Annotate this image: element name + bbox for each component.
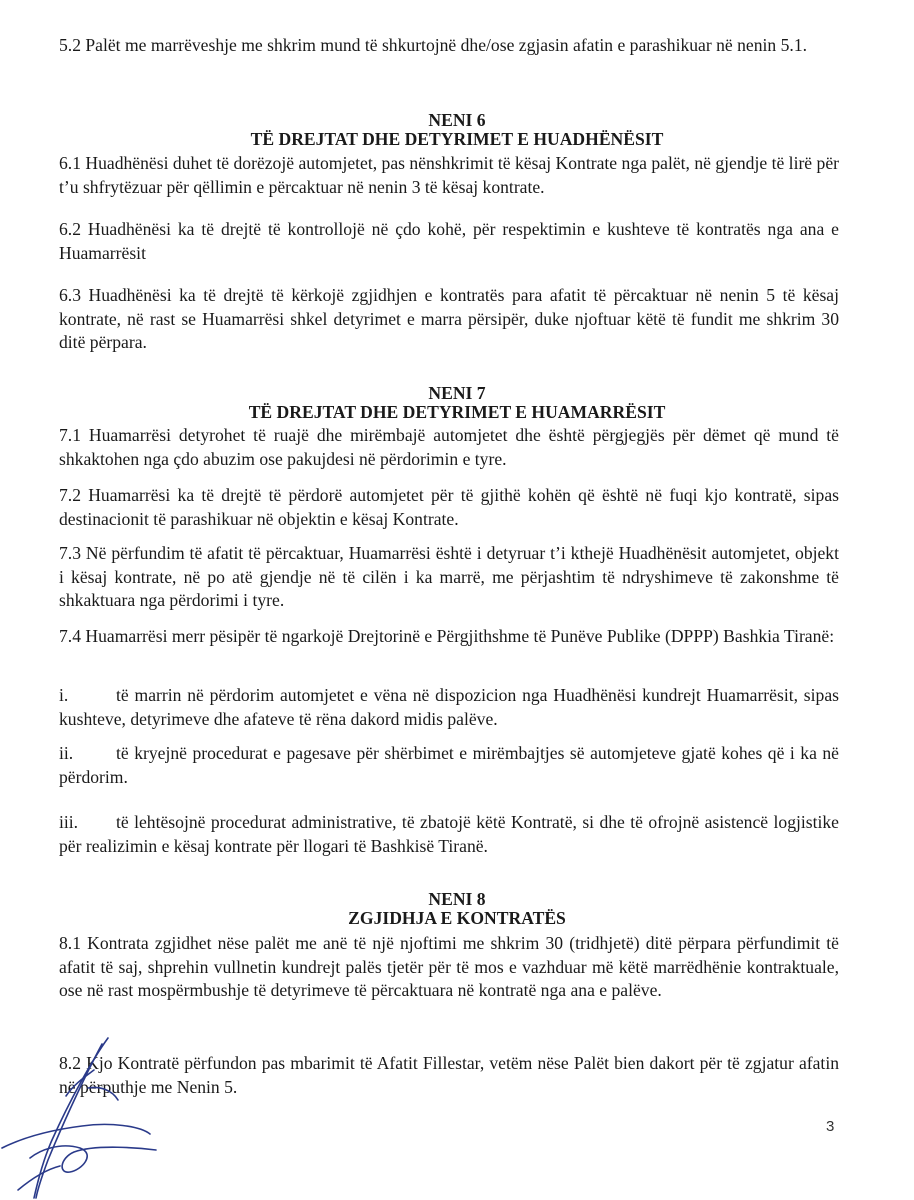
paragraph-7-4: 7.4 Huamarrësi merr pësipër të ngarkojë Drejtorinë e Përgjithshme të Punëve Publike (DPPP) Bashkia Tiranë: xyxy=(59,626,835,646)
list-item-text: të lehtësojnë procedurat administrative, të zbatojë këtë Kontratë, si dhe të ofrojnë asistencë logjistike për realizimin e kësaj kontrate për llogari të Bashkisë Tiranë. xyxy=(59,812,839,856)
list-item xyxy=(59,811,839,858)
article-6-title: TË DREJTAT DHE DETYRIMET E HUADHËNËSIT xyxy=(250,129,664,149)
list-item-number: i. xyxy=(59,685,69,705)
list-item xyxy=(59,742,839,789)
list-item xyxy=(59,684,839,731)
paragraph-6-1: 6.1 Huadhënësi duhet të dorëzojë automjetet, pas nënshkrimit të kësaj Kontrate nga palët, në gjendje të lirë për t’u shfrytëzuar për qëllimin e përcaktuar në nenin 3 të kësaj kontrate. xyxy=(59,153,839,197)
paragraph-7-1: 7.1 Huamarrësi detyrohet të ruajë dhe mirëmbajë automjetet dhe është përgjegjës për dëmet që mund të shkaktohen nga çdo abuzim ose pakujdesi në përdorimin e tyre. xyxy=(59,425,839,469)
list-item-text: të marrin në përdorim automjetet e vëna në dispozicion nga Huadhënësi kundrejt Huamarrësit, sipas kushteve, detyrimeve dhe afateve të rëna dakord midis palëve. xyxy=(59,685,839,729)
list-item-number: ii. xyxy=(59,743,74,763)
article-6-number: NENI 6 xyxy=(428,110,486,130)
article-8-title: ZGJIDHJA E KONTRATËS xyxy=(348,908,566,928)
paragraph-7-2: 7.2 Huamarrësi ka të drejtë të përdorë automjetet për të gjithë kohën që është në fuqi kjo kontratë, sipas destinacionit të parashikuar në objektin e kësaj Kontrate. xyxy=(59,485,839,529)
handwritten-signature-icon xyxy=(0,1030,200,1200)
list-item-text: të kryejnë procedurat e pagesave për shërbimet e mirëmbajtjes së automjeteve gjatë kohes që i ka në përdorim. xyxy=(59,743,839,787)
paragraph-8-2: 8.2 Kjo Kontratë përfundon pas mbarimit të Afatit Fillestar, vetëm nëse Palët bien dakort për të zgjatur afatin në përputhje me Nenin 5. xyxy=(59,1053,839,1097)
article-7-number: NENI 7 xyxy=(428,383,486,403)
article-8-number: NENI 8 xyxy=(428,889,486,909)
page-number: 3 xyxy=(826,1118,835,1135)
paragraph-7-3: 7.3 Në përfundim të afatit të përcaktuar, Huamarrësi është i detyruar t’i kthejë Huadhënësit automjetet, objekt i kësaj kontrate, në po atë gjendje në të cilën i ka marrë, me përjashtim të ndryshimeve të zakonshme të shkaktuara nga përdorimi i tyre. xyxy=(59,543,839,610)
paragraph-6-3: 6.3 Huadhënësi ka të drejtë të kërkojë zgjidhjen e kontratës para afatit të përcaktuar në nenin 5 të kësaj kontrate, në rast se Huamarrësi shkel detyrimet e marra përsipër, duke njoftuar këtë të fundit me shkrim 30 ditë përpara. xyxy=(59,285,839,352)
article-7-title: TË DREJTAT DHE DETYRIMET E HUAMARRËSIT xyxy=(248,402,666,422)
paragraph-6-2: 6.2 Huadhënësi ka të drejtë të kontrollojë në çdo kohë, për respektimin e kushteve të kontratës nga ana e Huamarrësit xyxy=(59,219,839,263)
paragraph-8-1: 8.1 Kontrata zgjidhet nëse palët me anë të një njoftimi me shkrim 30 (tridhjetë) ditë përpara përfundimit të afatit të saj, shprehin vullnetin kundrejt palës tjetër për të mos e vazhduar më këtë marrëdhënie kontraktuale, ose në rast mospërmbushje të detyrimeve të përcaktuara në kontratë nga ana e palëve. xyxy=(59,933,839,1000)
list-item-number: iii. xyxy=(59,812,79,832)
paragraph-5-2: 5.2 Palët me marrëveshje me shkrim mund të shkurtojnë dhe/ose zgjasin afatin e parashikuar në nenin 5.1. xyxy=(59,35,808,55)
